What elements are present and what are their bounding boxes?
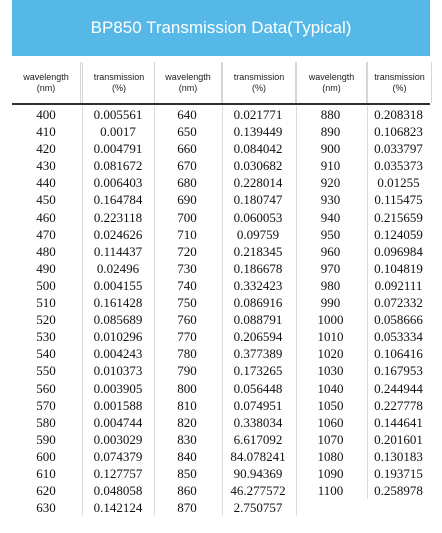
wavelength-cell: 810 <box>177 397 197 413</box>
wavelength-cell: 450 <box>36 192 56 208</box>
transmission-cell: 0.0017 <box>100 124 136 140</box>
transmission-cell: 0.024626 <box>93 226 143 242</box>
transmission-cell: 6.617092 <box>233 431 283 447</box>
wavelength-cell: 580 <box>36 414 56 430</box>
transmission-cell: 0.09759 <box>236 226 280 242</box>
column-header-unit: (%) <box>111 82 126 93</box>
wavelength-cell: 710 <box>177 226 197 242</box>
transmission-cell: 0.332423 <box>233 277 283 293</box>
transmission-cell: 0.021771 <box>233 107 283 122</box>
wavelength-cell: 430 <box>36 158 56 174</box>
wavelength-cell: 510 <box>36 295 56 311</box>
transmission-cell: 0.081672 <box>93 158 143 174</box>
transmission-cell: 0.086916 <box>233 295 283 311</box>
transmission-cell: 0.338034 <box>233 414 283 430</box>
column-header-unit: (nm) <box>36 82 56 93</box>
wavelength-cell: 490 <box>36 260 56 276</box>
transmission-cell: 0.085689 <box>93 312 143 328</box>
wavelength-cell: 920 <box>320 175 341 191</box>
transmission-cell: 0.004791 <box>93 141 143 157</box>
wavelength-cell: 900 <box>320 141 341 157</box>
transmission-cell: 0.01255 <box>377 175 420 191</box>
wavelength-cell: 890 <box>320 124 341 140</box>
wavelength-cell: 540 <box>36 346 56 362</box>
wavelength-cell: 960 <box>320 243 341 259</box>
wavelength-cell: 720 <box>177 243 197 259</box>
transmission-cell: 0.215659 <box>374 209 423 225</box>
wavelength-cell: 1040 <box>317 380 344 396</box>
wavelength-cell: 600 <box>36 448 56 464</box>
wavelength-cell: 550 <box>36 363 56 379</box>
transmission-cell: 0.004155 <box>93 277 143 293</box>
wavelength-cell: 420 <box>36 141 56 157</box>
wavelength-cell: 400 <box>36 107 56 122</box>
column-header-unit: (%) <box>392 82 407 93</box>
transmission-column-1 <box>82 106 154 516</box>
wavelength-cell: 830 <box>177 431 197 447</box>
transmission-cell: 0.006403 <box>93 175 143 191</box>
transmission-cell: 0.048058 <box>93 483 143 499</box>
column-divider <box>222 106 223 516</box>
wavelength-cell: 460 <box>36 209 56 225</box>
wavelength-cell: 570 <box>36 397 56 413</box>
wavelength-cell: 700 <box>177 209 197 225</box>
transmission-cell: 0.084042 <box>233 141 283 157</box>
column-header-5 <box>296 62 367 103</box>
wavelength-cell: 1100 <box>317 483 344 499</box>
column-header-unit: (nm) <box>178 82 198 93</box>
wavelength-cell: 1090 <box>317 465 344 481</box>
wavelength-cell: 800 <box>177 380 197 396</box>
transmission-cell: 0.074379 <box>93 448 143 464</box>
wavelength-cell: 930 <box>320 192 341 208</box>
column-header-unit: (%) <box>251 82 266 93</box>
wavelength-cell: 860 <box>177 483 197 499</box>
wavelength-cell: 820 <box>177 414 197 430</box>
transmission-cell: 0.161428 <box>93 295 143 311</box>
wavelength-cell: 640 <box>177 107 197 122</box>
wavelength-cell: 620 <box>36 483 56 499</box>
transmission-cell: 0.144641 <box>374 414 423 430</box>
transmission-cell: 0.030682 <box>233 158 283 174</box>
transmission-cell: 0.088791 <box>233 312 283 328</box>
transmission-cell: 0.004744 <box>93 414 143 430</box>
wavelength-column-1 <box>12 106 80 516</box>
wavelength-cell: 790 <box>177 363 197 379</box>
column-divider <box>154 106 155 516</box>
transmission-cell: 0.164784 <box>93 192 143 208</box>
transmission-cell: 0.201601 <box>374 431 423 447</box>
transmission-cell: 0.106823 <box>374 124 423 140</box>
column-header-label: wavelength <box>23 71 69 82</box>
wavelength-cell: 1070 <box>317 431 344 447</box>
wavelength-cell: 850 <box>177 465 197 481</box>
wavelength-cell: 590 <box>36 431 56 447</box>
wavelength-cell: 500 <box>36 277 56 293</box>
wavelength-cell: 670 <box>177 158 197 174</box>
wavelength-cell: 780 <box>177 346 197 362</box>
wavelength-cell: 650 <box>177 124 197 140</box>
transmission-cell: 0.004243 <box>93 346 143 362</box>
wavelength-cell: 560 <box>36 380 56 396</box>
transmission-cell: 0.003029 <box>93 431 143 447</box>
wavelength-cell: 760 <box>177 312 197 328</box>
transmission-cell: 0.130183 <box>374 448 423 464</box>
wavelength-cell: 680 <box>177 175 197 191</box>
transmission-column-2 <box>222 106 294 516</box>
transmission-cell: 0.02496 <box>96 260 140 276</box>
transmission-cell: 0.010373 <box>93 363 143 379</box>
transmission-cell: 0.033797 <box>374 141 423 157</box>
transmission-cell: 0.056448 <box>233 380 283 396</box>
column-header-label: transmission <box>374 71 425 82</box>
wavelength-column-2 <box>154 106 220 516</box>
column-header-unit: (nm) <box>322 82 341 93</box>
wavelength-cell: 1010 <box>317 329 344 345</box>
transmission-cell: 0.223118 <box>93 209 143 225</box>
wavelength-cell: 1080 <box>317 448 344 464</box>
wavelength-cell: 1000 <box>317 312 344 328</box>
wavelength-cell: 410 <box>36 124 56 140</box>
transmission-cell: 46.277572 <box>230 483 286 499</box>
wavelength-cell: 880 <box>320 107 341 122</box>
column-divider <box>82 106 83 516</box>
transmission-cell: 0.377389 <box>233 346 283 362</box>
wavelength-cell: 480 <box>36 243 56 259</box>
transmission-cell: 0.115475 <box>374 192 423 208</box>
wavelength-cell: 840 <box>177 448 197 464</box>
transmission-cell: 0.074951 <box>233 397 283 413</box>
transmission-cell: 0.173265 <box>233 363 283 379</box>
transmission-cell: 0.114437 <box>93 243 143 259</box>
table-title-banner <box>12 0 430 56</box>
transmission-cell: 0.127757 <box>93 465 143 481</box>
wavelength-cell: 870 <box>177 500 197 516</box>
transmission-cell: 0.035373 <box>374 158 423 174</box>
transmission-cell: 0.206594 <box>233 329 283 345</box>
header-rule <box>12 103 430 105</box>
transmission-cell: 0.072332 <box>374 295 423 311</box>
transmission-cell: 0.060053 <box>233 209 283 225</box>
transmission-cell: 0.180747 <box>233 192 283 208</box>
column-divider <box>296 106 297 516</box>
wavelength-cell: 660 <box>177 141 197 157</box>
column-header-4 <box>222 62 296 103</box>
transmission-cell: 0.193715 <box>374 465 423 481</box>
column-divider <box>367 106 368 499</box>
transmission-cell: 0.010296 <box>93 329 143 345</box>
transmission-cell: 0.104819 <box>374 260 423 276</box>
column-header-label: wavelength <box>308 71 355 82</box>
wavelength-cell: 470 <box>36 226 56 242</box>
transmission-cell: 0.227778 <box>374 397 423 413</box>
wavelength-cell: 950 <box>320 226 341 242</box>
wavelength-cell: 990 <box>320 295 341 311</box>
transmission-cell: 0.167953 <box>374 363 423 379</box>
transmission-cell: 0.186678 <box>233 260 283 276</box>
transmission-cell: 90.94369 <box>233 465 283 481</box>
wavelength-column-3 <box>296 106 365 499</box>
transmission-cell: 0.142124 <box>93 500 143 516</box>
column-header-2 <box>82 62 156 103</box>
wavelength-cell: 970 <box>320 260 341 276</box>
wavelength-cell: 740 <box>177 277 197 293</box>
wavelength-cell: 530 <box>36 329 56 345</box>
transmission-cell: 0.208318 <box>374 107 423 122</box>
transmission-cell: 0.058666 <box>374 312 423 328</box>
transmission-cell: 0.258978 <box>374 483 423 499</box>
wavelength-cell: 1020 <box>317 346 344 362</box>
wavelength-cell: 630 <box>36 500 56 516</box>
transmission-cell: 84.078241 <box>230 448 286 464</box>
wavelength-cell: 940 <box>320 209 341 225</box>
column-header-1 <box>12 62 81 103</box>
transmission-cell: 0.005561 <box>93 107 143 122</box>
column-header-label: wavelength <box>165 71 211 82</box>
transmission-cell: 0.092111 <box>374 277 423 293</box>
transmission-cell: 0.139449 <box>233 124 283 140</box>
wavelength-cell: 1050 <box>317 397 344 413</box>
transmission-cell: 0.218345 <box>233 243 283 259</box>
transmission-column-3 <box>367 106 430 499</box>
wavelength-cell: 980 <box>320 277 341 293</box>
transmission-cell: 0.124059 <box>374 226 423 242</box>
wavelength-cell: 1030 <box>317 363 344 379</box>
column-header-3 <box>154 62 222 103</box>
wavelength-cell: 910 <box>320 158 341 174</box>
transmission-cell: 0.053334 <box>374 329 423 345</box>
transmission-cell: 2.750757 <box>233 500 283 516</box>
wavelength-cell: 610 <box>36 465 56 481</box>
transmission-cell: 0.003905 <box>93 380 143 396</box>
wavelength-cell: 1060 <box>317 414 344 430</box>
wavelength-cell: 690 <box>177 192 197 208</box>
wavelength-cell: 440 <box>36 175 56 191</box>
wavelength-cell: 520 <box>36 312 56 328</box>
transmission-cell: 0.106416 <box>374 346 423 362</box>
wavelength-cell: 750 <box>177 295 197 311</box>
transmission-cell: 0.001588 <box>93 397 143 413</box>
transmission-cell: 0.228014 <box>233 175 283 191</box>
column-header-6 <box>367 62 432 103</box>
table-title: BP850 Transmission Data(Typical) <box>90 18 352 37</box>
wavelength-cell: 770 <box>177 329 197 345</box>
wavelength-cell: 730 <box>177 260 197 276</box>
transmission-cell: 0.096984 <box>374 243 423 259</box>
column-header-label: transmission <box>233 71 285 82</box>
column-header-label: transmission <box>93 71 145 82</box>
transmission-cell: 0.244944 <box>374 380 423 396</box>
